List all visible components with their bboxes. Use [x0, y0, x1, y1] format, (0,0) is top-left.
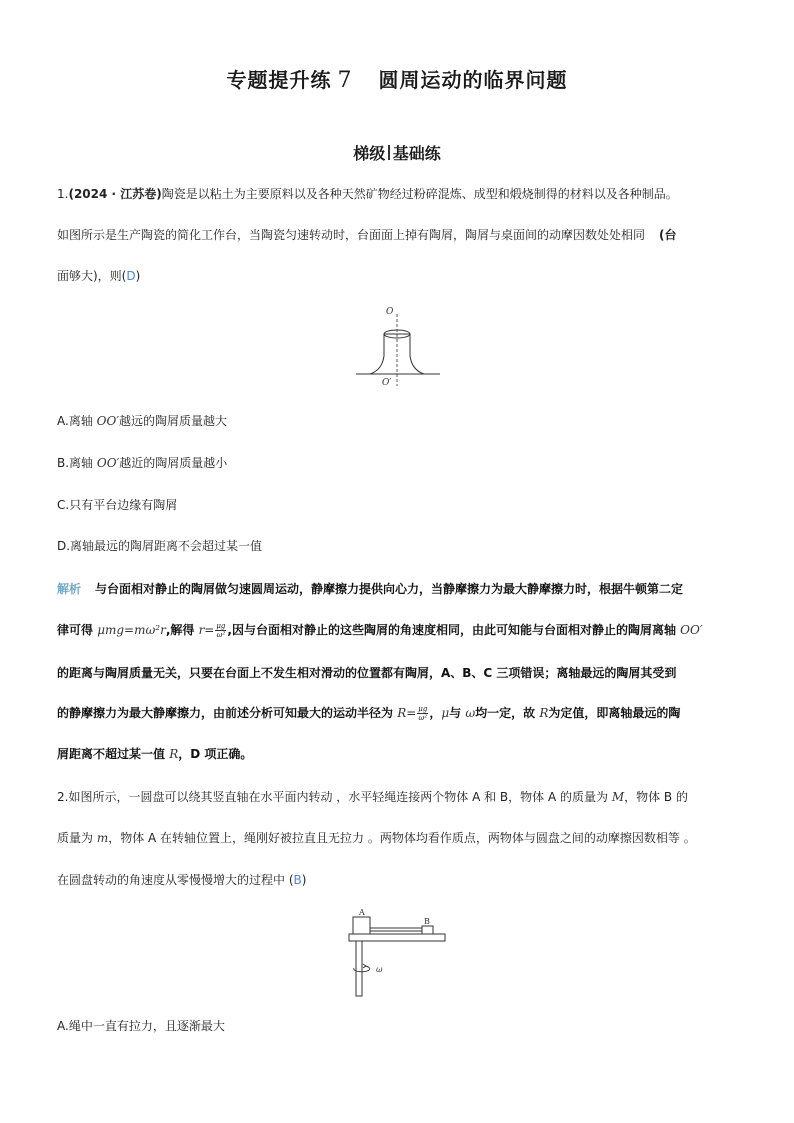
label-omega: ω — [376, 965, 383, 974]
sol1-eq1: μmg=mω²r — [97, 623, 166, 637]
sol1-line1 — [57, 582, 683, 596]
title-number: 7 — [337, 68, 353, 93]
block-b — [422, 926, 433, 934]
q2-line3 — [57, 873, 306, 887]
sol1-l4-a: 的静摩擦力为最大静摩擦力，由前述分析可知最大的运动半径为 — [57, 706, 398, 720]
sol1-l4-c: 与 — [449, 706, 466, 720]
rotating-disk-figure — [346, 906, 450, 998]
q2-mass-m: m — [96, 831, 109, 845]
sol1-l4-d: 均一定，故 — [475, 706, 540, 720]
sol1-l2-c: ,因与台面相对静止的这些陶屑的角速度相同，由此可知能与台面相对静止的陶屑离轴 — [227, 623, 681, 637]
sol1-l5-a: 屑距离不超过某一值 — [57, 747, 170, 761]
sol1-frac-num: μg — [216, 622, 226, 630]
q1-line3-b: ) — [135, 269, 141, 283]
q2-l2-b: ，物体 A 在转轴位置上，绳刚好被拉直且无拉力 。两物体均看作质点，两物体与圆盘之间的动摩擦因数相等 。 — [108, 831, 696, 845]
q2-option-a: A.绳中一直有拉力，且逐渐最大 — [57, 1019, 225, 1033]
section-right: 基础练 — [392, 144, 441, 163]
q1-option-d: D.离轴最远的陶屑距离不会超过某一值 — [57, 539, 263, 553]
sol1-oo: OO′ — [680, 623, 703, 637]
q1-line3-a: 面够大)，则( — [57, 269, 127, 283]
sol1-l2-a: 律可得 — [57, 623, 98, 637]
sol1-line1-text: 与台面相对静止的陶屑做匀速圆周运动，静摩擦力提供向心力，当静摩擦力为最大静摩擦力时，根据牛顿第二定 — [95, 582, 684, 596]
page-title — [0, 64, 794, 93]
q1-option-b-text1: B.离轴 — [57, 456, 97, 470]
sol1-R: R — [539, 706, 549, 720]
q1-line2-text: 如图所示是生产陶瓷的简化工作台，当陶瓷匀速转动时，台面面上掉有陶屑，陶屑与桌面间的动摩因数处处相同 — [57, 228, 646, 242]
q1-line3 — [57, 269, 140, 283]
sol1-l5-b: ，D 项正确。 — [178, 747, 253, 761]
sol1-R-value: R — [169, 747, 179, 761]
sol1-l4-e: 为定值，即离轴最远的陶 — [548, 706, 681, 720]
block-a — [353, 917, 370, 934]
q2-l3-a: 在圆盘转动的角速度从零慢慢增大的过程中 ( — [57, 873, 294, 887]
label-b: B — [424, 917, 430, 926]
q1-number: 1. — [57, 187, 69, 201]
q2-line2 — [57, 831, 696, 845]
sol1-line3: 的距离与陶屑质量无关，只要在台面上不发生相对滑动的位置都有陶屑，A、B、C 三项错误；离轴最远的陶屑其受到 — [57, 666, 677, 680]
sol1-frac2-num: μg — [418, 705, 428, 713]
q2-answer: B — [293, 873, 302, 887]
title-topic: 圆周运动的临界问题 — [378, 68, 568, 92]
sol1-line4 — [57, 705, 680, 722]
q1-option-c: C.只有平台边缘有陶屑 — [57, 498, 178, 512]
section-left: 梯级 — [353, 144, 386, 163]
q1-line2-end: (台 — [659, 228, 677, 242]
solution-tag: 解析 — [57, 582, 82, 596]
q1-source: (2024 · 江苏卷) — [68, 187, 162, 201]
sol1-frac-den: ω² — [216, 631, 226, 639]
section-divider — [388, 145, 390, 160]
label-a: A — [359, 908, 365, 917]
q1-line2 — [57, 228, 677, 242]
sol1-mu: μ — [441, 706, 450, 720]
label-o: O — [386, 307, 394, 317]
q2-l3-b: ) — [301, 873, 307, 887]
sol1-line2 — [57, 622, 703, 639]
q2-line1 — [57, 790, 688, 804]
label-o-prime: O′ — [382, 378, 392, 388]
q2-l1-b: ，物体 B 的 — [624, 790, 688, 804]
q1-option-b — [57, 456, 227, 470]
rotation-arrow-head — [363, 964, 366, 968]
sol1-line5 — [57, 747, 252, 761]
sol1-r-eq: r= — [198, 623, 215, 637]
q1-option-a — [57, 414, 227, 428]
q2-mass-M: M — [611, 790, 625, 804]
sol1-fraction-2 — [417, 705, 428, 722]
vertical-shaft — [356, 941, 362, 996]
sol1-l2-b: ,解得 — [165, 623, 199, 637]
q2-l1-a: 2.如图所示，一圆盘可以绕其竖直轴在水平面内转动 ，水平轻绳连接两个物体 A 和 B，物体 A 的质量为 — [57, 790, 612, 804]
q2-l2-a: 质量为 — [57, 831, 97, 845]
sol1-omega: ω — [465, 706, 476, 720]
q1-answer: D — [126, 269, 136, 283]
q1-option-a-text2: 越远的陶屑质量越大 — [119, 414, 228, 428]
sol1-l4-b: ， — [429, 706, 442, 720]
q1-option-b-text2: 越近的陶屑质量越小 — [119, 456, 228, 470]
title-main: 专题提升练 — [226, 68, 332, 92]
q1-option-a-text1: A.离轴 — [57, 414, 97, 428]
q1-option-a-math: OO′ — [96, 414, 120, 428]
disk-platform — [349, 934, 445, 941]
sol1-R-eq: R= — [397, 706, 417, 720]
q1-line1 — [57, 187, 678, 201]
sol1-fraction — [215, 622, 226, 639]
sol1-frac2-den: ω² — [418, 714, 428, 722]
pottery-wheel-figure — [348, 300, 448, 392]
section-heading — [0, 141, 794, 164]
q1-line1-text: 陶瓷是以粘土为主要原料以及各种天然矿物经过粉碎混炼、成型和煅烧制得的材料以及各种制品。 — [161, 187, 678, 201]
q1-option-b-math: OO′ — [96, 456, 120, 470]
